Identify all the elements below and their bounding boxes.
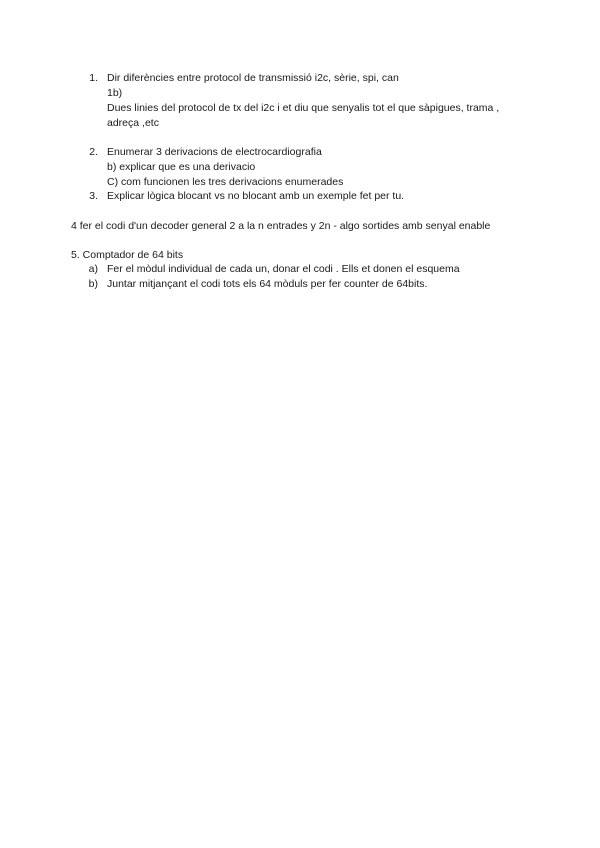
q1-sub-text-line2: adreça ,etc bbox=[107, 117, 159, 129]
q1-number: 1. bbox=[89, 72, 98, 84]
q1-sub-text-line1: Dues linies del protocol de tx del i2c i et diu que senyalis tot el que sàpigues, trama , bbox=[107, 102, 500, 114]
q2-sub-c: C) com funcionen les tres derivacions enumerades bbox=[107, 176, 344, 188]
q5-item-a-text: Fer el mòdul individual de cada un, donar el codi . Ells et donen el esquema bbox=[107, 263, 460, 275]
q3-number: 3. bbox=[89, 190, 98, 202]
q3-text: Explicar lògica blocant vs no blocant amb un exemple fet per tu. bbox=[107, 190, 405, 202]
q2-sub-b: b) explicar que es una derivacio bbox=[107, 161, 256, 173]
q5-item-a-label: a) bbox=[88, 263, 98, 275]
q2-number: 2. bbox=[89, 146, 98, 158]
q1-text: Dir diferències entre protocol de transmissió i2c, sèrie, spi, can bbox=[107, 72, 399, 84]
q5-item-b-label: b) bbox=[88, 278, 98, 290]
q1-sub-label: 1b) bbox=[107, 87, 123, 99]
q2-text: Enumerar 3 derivacions de electrocardiografia bbox=[107, 146, 322, 158]
q4-text: 4 fer el codi d'un decoder general 2 a la n entrades y 2n - algo sortides amb senyal enable bbox=[71, 220, 491, 232]
q5-title: 5. Comptador de 64 bits bbox=[71, 249, 184, 261]
q5-item-b-text: Juntar mitjançant el codi tots els 64 mòduls per fer counter de 64bits. bbox=[107, 278, 428, 290]
